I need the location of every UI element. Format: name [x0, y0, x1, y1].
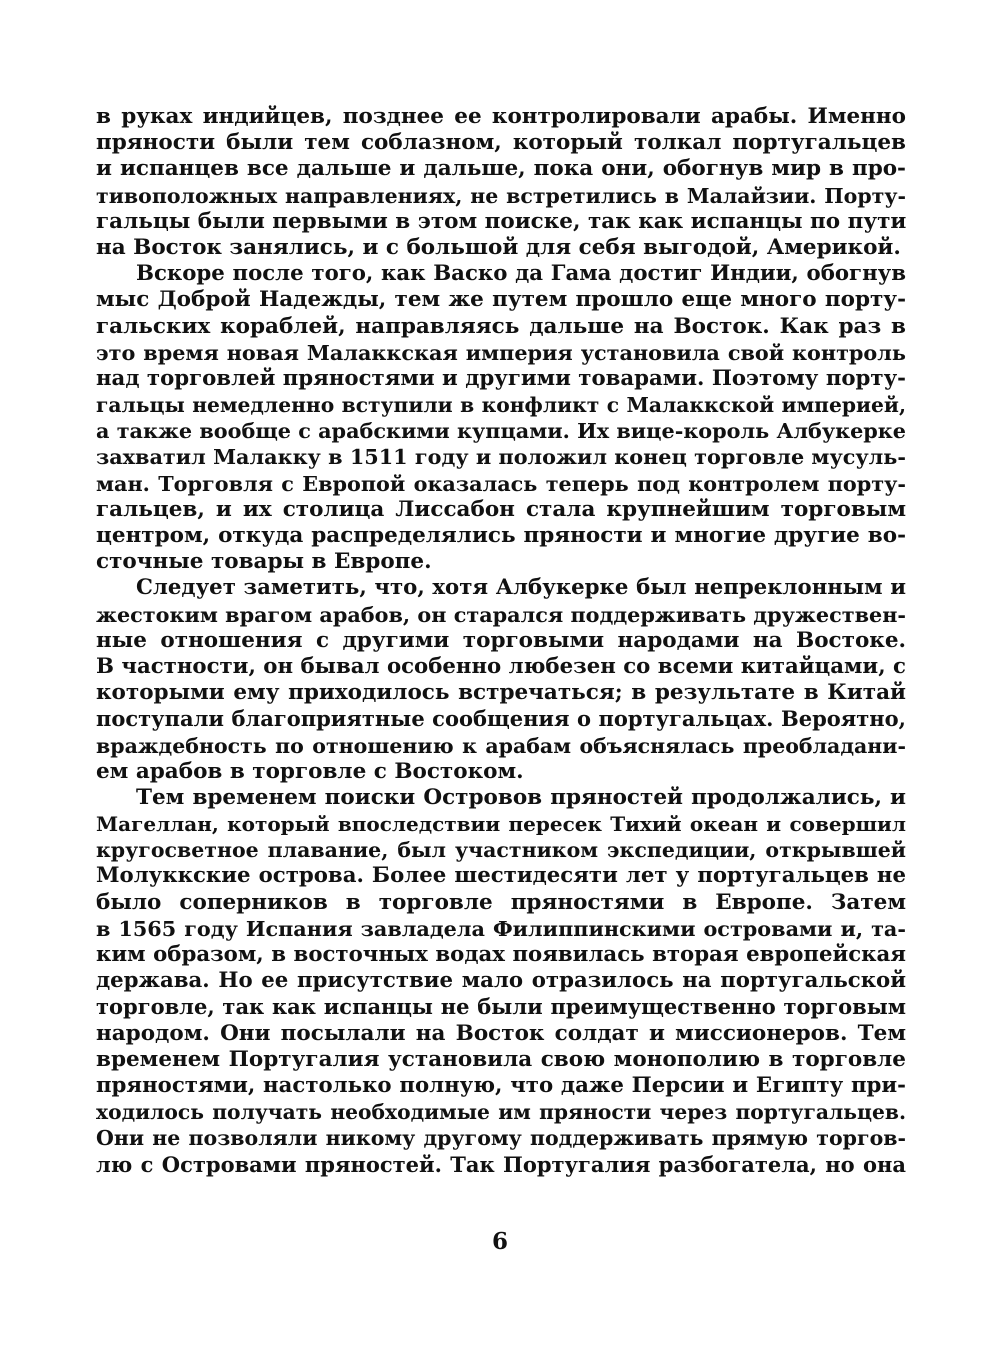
page-number: 6 [491, 1228, 508, 1255]
text-line: временем Португалия установила свою монополию в торговле [96, 1046, 906, 1072]
paragraph [96, 785, 906, 1178]
text-line: пряности были тем соблазном, который толкал португальцев [96, 130, 906, 156]
text-line: гальцев, и их столица Лиссабон стала крупнейшим торговым [96, 496, 906, 522]
text-line: а также вообще с арабскими купцами. Их вице-король Албукерке [96, 419, 906, 444]
text-line: ходилось получать необходимые им пряности через португальцев. [96, 1100, 906, 1125]
text-line: народом. Они посылали на Восток солдат и миссионеров. Тем [96, 1020, 906, 1046]
text-line: пряностями, настолько полную, что даже Персии и Египту при- [96, 1072, 906, 1098]
text-line: держава. Но ее присутствие мало отразилось на португальской [96, 968, 906, 994]
text-line: Магеллан, который впоследствии пересек Тихий океан и совершил [96, 812, 906, 837]
text-line: кругосветное плавание, был участником экспедиции, открывшей [96, 838, 906, 863]
text-line: Следует заметить, что, хотя Албукерке был непреклонным и [136, 575, 906, 601]
text-line: сточные товары в Европе. [96, 549, 432, 575]
text-line: враждебность по отношению к арабам объяснялась преобладани- [96, 733, 906, 758]
text-line: и испанцев все дальше и дальше, пока они, обогнув мир в про- [96, 156, 906, 182]
text-line: ким образом, в восточных водах появилась вторая европейская [96, 942, 906, 967]
text-line: ман. Торговля с Европой оказалась теперь под контролем порту- [96, 471, 906, 496]
text-line: гальцы были первыми в этом поиске, так как испанцы по пути [96, 208, 906, 234]
text-line: Молуккские острова. Более шестидесяти лет у португальцев не [96, 863, 906, 889]
text-line: было соперников в торговле пряностями в Европе. Затем [96, 889, 906, 915]
text-line: ные отношения с другими торговыми народами на Востоке. [96, 627, 906, 653]
text-line: лю с Островами пряностей. Так Португалия разбогатела, но она [96, 1151, 906, 1177]
text-line: в 1565 году Испания завладела Филиппинскими островами и, та- [96, 916, 906, 941]
text-line: это время новая Малаккская империя установила свой контроль [96, 340, 906, 365]
text-line: ем арабов в торговле с Востоком. [96, 758, 524, 784]
text-line: мыс Доброй Надежды, тем же путем прошло еще много порту- [96, 287, 906, 313]
text-line: над торговлей пряностями и другими товарами. Поэтому порту- [96, 365, 906, 391]
text-line: которыми ему приходилось встречаться; в результате в Китай [96, 680, 906, 706]
text-line: захватил Малакку в 1511 году и положил конец торговле мусуль- [96, 445, 906, 470]
text-line: на Восток занялись, и с большой для себя выгодой, Америкой. [96, 234, 901, 260]
text-line: торговле, так как испанцы не были преимущественно торговым [96, 994, 906, 1020]
text-line: гальских кораблей, направляясь дальше на Восток. Как раз в [96, 313, 906, 339]
text-line: В частности, он бывал особенно любезен со всеми китайцами, с [96, 653, 906, 679]
text-line: жестоким врагом арабов, он старался поддерживать дружествен- [96, 602, 906, 627]
paragraph [96, 104, 906, 261]
text-line: тивоположных направлениях, не встретились в Малайзии. Порту- [96, 183, 906, 208]
paragraph [96, 261, 906, 575]
body-text [96, 104, 906, 1178]
text-line: Они не позволяли никому другому поддерживать прямую торгов- [96, 1126, 906, 1151]
text-line: Вскоре после того, как Васко да Гама достиг Индии, обогнув [136, 261, 906, 287]
text-line: поступали благоприятные сообщения о португальцах. Вероятно, [96, 706, 906, 732]
text-line: центром, откуда распределялись пряности и многие другие во- [96, 523, 906, 548]
text-line: в руках индийцев, позднее ее контролировали арабы. Именно [96, 104, 906, 129]
text-line: гальцы немедленно вступили в конфликт с Малаккской империей, [96, 393, 906, 418]
text-line: Тем временем поиски Островов пряностей продолжались, и [136, 784, 906, 810]
paragraph [96, 575, 906, 785]
